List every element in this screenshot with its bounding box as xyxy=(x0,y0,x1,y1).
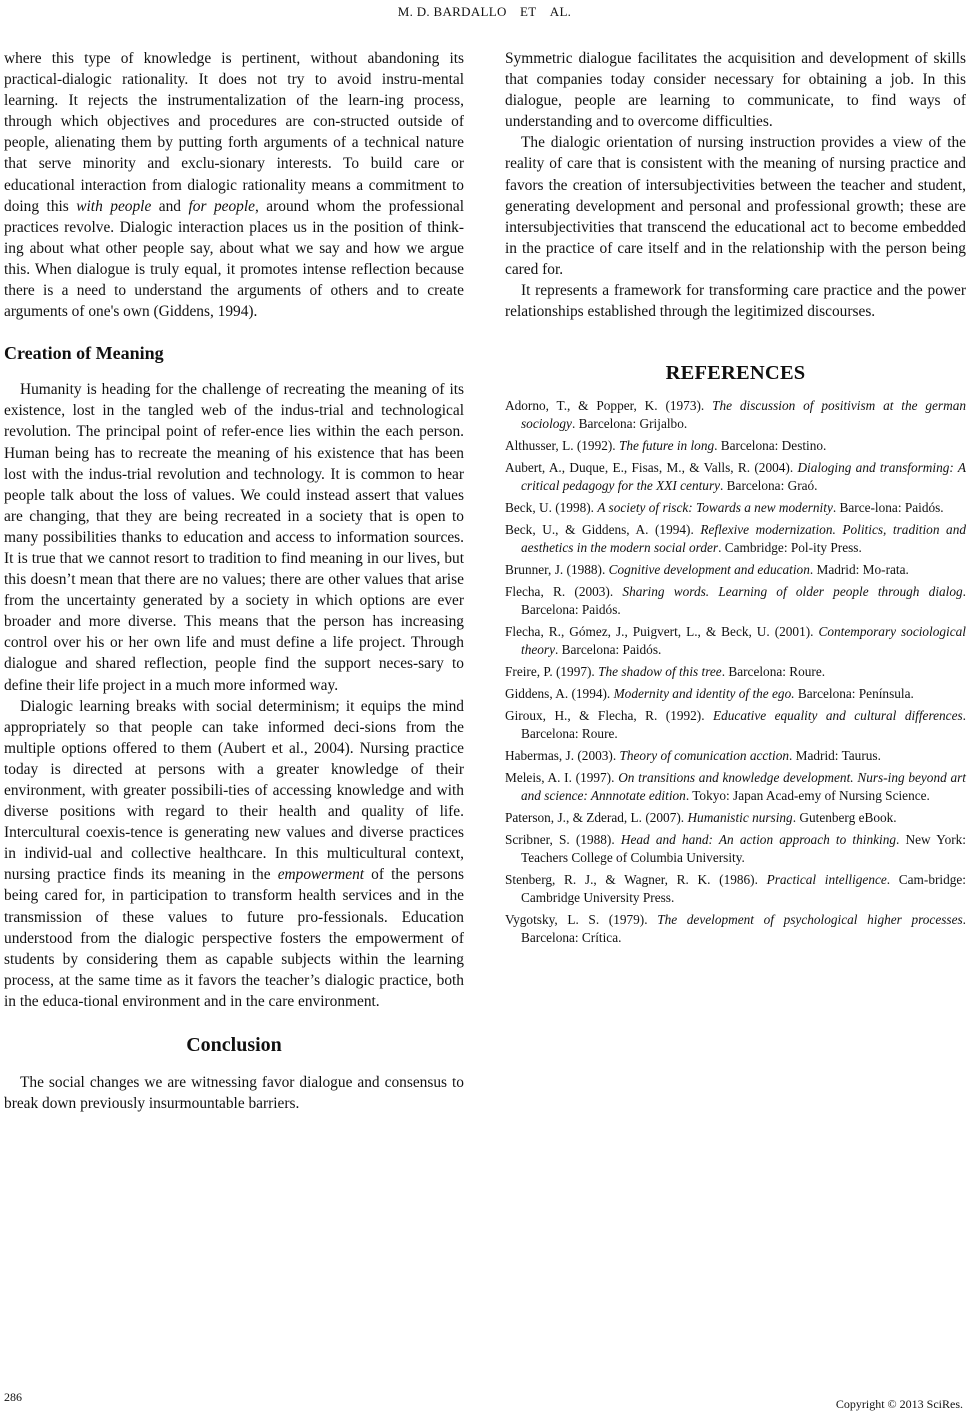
italic-text: A society of risck: Towards a new modernity xyxy=(597,500,833,516)
reference-entry: Habermas, J. (2003). Theory of comunication acction. Madrid: Taurus. xyxy=(505,748,881,764)
italic-text: Head and hand: An action approach to thinking xyxy=(620,832,897,848)
reference-entry: Meleis, A. I. (1997). On transitions and knowledge development. Nurs-ing beyond art and science: Annnotate edition. Tokyo: Japan Acad-emy of Nursing Science. xyxy=(505,770,967,804)
paragraph-dialogic-orientation: The dialogic orientation of nursing instruction provides a view of the reality of care that is consistent with the meaning of nursing practice and favors the creation of intersubjectivities between the teacher and student, generating development and personal and professional growth; these are intersubjectivities that transcend the educational act to become embedded in the practice of care itself and in the relationship with the person being cared for. xyxy=(505,134,966,278)
italic-text: Sharing words. Learning of older people through dialog xyxy=(622,584,963,600)
heading-conclusion: Conclusion xyxy=(186,1034,282,1057)
reference-entry: Scribner, S. (1988). Head and hand: An action approach to thinking. New York: Teachers College of Columbia University. xyxy=(505,832,966,866)
italic-text: Humanistic nursing xyxy=(687,810,793,826)
page-number: 286 xyxy=(4,1390,22,1404)
reference-entry: Flecha, R. (2003). Sharing words. Learning of older people through dialog. Barcelona: Paidós. xyxy=(505,584,966,618)
paragraph-dialogic-learning: Dialogic learning breaks with social determinism; it equips the mind appropriately so that people can take informed deci-sions from the multiple options offered to them (Aubert et al., 2004). Nursing practice today is directed at persons with a greater knowledge of their environment, with greater possibili-ties of accessing knowledge and with diverse positions with regard to their health and quality of life. Intercultural coexis-tence is generating new values and diverse practices in individ-ual and collective healthcare. In this multicultural context, nursing practice finds its meaning in the empowerment of the persons being cared for, in participation to transform health services and in the transmission of these values to future pro-fessionals. Education understood from the dialogic perspective fosters the empowerment of students by considering them as capable subjects within the learning process, at the same time as it favors the teacher’s dialogic practice, both in the educa-tional environment and in the care environment. xyxy=(4,697,465,1010)
italic-text: Educative equality and cultural differences xyxy=(713,708,963,724)
reference-entry: Brunner, J. (1988). Cognitive development and education. Madrid: Mo-rata. xyxy=(505,562,909,578)
italic-text: Modernity and identity of the ego. xyxy=(613,686,795,702)
heading-creation-of-meaning: Creation of Meaning xyxy=(4,343,164,364)
running-head: M. D. BARDALLO ET AL. xyxy=(397,4,572,19)
reference-entry: Giddens, A. (1994). Modernity and identity of the ego. Barcelona: Península. xyxy=(505,686,914,702)
italic-text: empowerment xyxy=(277,866,365,884)
reference-entry: Aubert, A., Duque, E., Fisas, M., & Valls, R. (2004). Dialoging and transforming: A critical pedagogy for the XXI century. Barcelona: Graó. xyxy=(505,460,966,494)
reference-entry: Beck, U. (1998). A society of risck: Towards a new modernity. Barce-lona: Paidós. xyxy=(505,500,944,516)
reference-entry: Giroux, H., & Flecha, R. (1992). Educative equality and cultural differences. Barcelona: Roure. xyxy=(505,708,966,742)
italic-text: The shadow of this tree xyxy=(598,664,722,680)
paragraph-conclusion: The social changes we are witnessing favor dialogue and consensus to break down previously insurmountable barriers. xyxy=(4,1074,464,1113)
italic-text: The discussion of positivism at the german sociology xyxy=(521,398,966,432)
paragraph-humanity: Humanity is heading for the challenge of recreating the meaning of its existence, lost in the tangled web of the indus-trial and technological revolution. The principal point of refer-ence lies within the each person. Human being has to recreate the meaning of his existence that has been lost with the indus-trial revolution and technology. It is common to hear people talk about the loss of values. We could instead assert that values are changing, that they are being recreated in a society that is open to many possibilities thanks to education and access to information sources. It is true that we cannot resort to tradition to find meaning in our lives, but this doesn’t mean that there are no values; there are other values that arise from the uncertainty generated by a society in which options are ever broader and more diverse. This means that the person has increasing control over his or her own life and must define a life project. Through dialogue and shared reflection, people find the support neces-sary to define their life project in a much more informed way. xyxy=(4,381,464,694)
reference-entry: Paterson, J., & Zderad, L. (2007). Humanistic nursing. Gutenberg eBook. xyxy=(505,810,897,826)
italic-text: Cognitive development and education xyxy=(608,562,810,578)
italic-text: The future in long xyxy=(618,438,715,454)
italic-text: Reflexive modernization. Politics, tradition and aesthetics in the modern social order xyxy=(521,522,966,556)
reference-entry: Freire, P. (1997). The shadow of this tree. Barcelona: Roure. xyxy=(505,664,826,680)
reference-entry: Beck, U., & Giddens, A. (1994). Reflexive modernization. Politics, tradition and aesthetics in the modern social order. Cambridge: Pol-ity Press. xyxy=(505,522,966,556)
reference-entry: Althusser, L. (1992). The future in long. Barcelona: Destino. xyxy=(505,438,827,454)
paragraph-framework: It represents a framework for transforming care practice and the power relationships established through the legitimized discourses. xyxy=(505,282,966,321)
right-column xyxy=(505,48,966,951)
italic-text: Dialoging and transforming: A critical pedagogy for the XXI century xyxy=(521,460,966,494)
left-column xyxy=(4,48,464,1114)
italic-text: Contemporary sociological theory xyxy=(521,624,966,658)
references-list xyxy=(505,397,966,947)
italic-text: Theory of comunication acction xyxy=(619,748,789,764)
references-heading: REFERENCES xyxy=(665,362,806,385)
paragraph-symmetric-dialogue: Symmetric dialogue facilitates the acquisition and development of skills that companies today consider necessary for obtaining a job. In this dialogue, people are learning to communicate, to find ways of understanding and to overcome difficulties. xyxy=(505,50,966,131)
italic-text: The development of psychological higher processes xyxy=(657,912,963,928)
reference-entry: Adorno, T., & Popper, K. (1973). The discussion of positivism at the german sociology. Barcelona: Grijalbo. xyxy=(505,398,966,432)
paragraph-intro: where this type of knowledge is pertinent, without abandoning its practical-dialogic rationality. It does not try to avoid instru-mental learning. It rejects the instrumentalization of the learn-ing process, through which objectives and procedures are con-structed outside of people, alienating them by putting forth arguments of a technical nature that serve minority and exclu-sionary interests. To build care or educational interaction from dialogic rationality means a commitment to doing this with people and for people, around whom the professional practices revolve. Dialogic interaction places us in the position of think-ing about what other people say, about what we say and how we argue this. When dialogue is truly equal, it promotes intense reflection because there is a need to understand the arguments of others and to create arguments of one's own (Giddens, 1994). xyxy=(4,50,464,321)
italic-text: On transitions and knowledge development. Nurs-ing beyond art and science: Annnotate edition xyxy=(521,770,967,804)
reference-entry: Flecha, R., Gómez, J., Puigvert, L., & Beck, U. (2001). Contemporary sociological theory. Barcelona: Paidós. xyxy=(505,624,966,658)
copyright-notice: Copyright © 2013 SciRes. xyxy=(835,1397,963,1411)
italic-text: Practical intelligence xyxy=(766,872,887,888)
reference-entry: Stenberg, R. J., & Wagner, R. K. (1986). Practical intelligence. Cam-bridge: Cambridge University Press. xyxy=(505,872,966,906)
reference-entry: Vygotsky, L. S. (1979). The development of psychological higher processes. Barcelona: Crítica. xyxy=(505,912,966,946)
italic-text: for people xyxy=(188,197,255,215)
italic-text: with people xyxy=(76,197,152,215)
